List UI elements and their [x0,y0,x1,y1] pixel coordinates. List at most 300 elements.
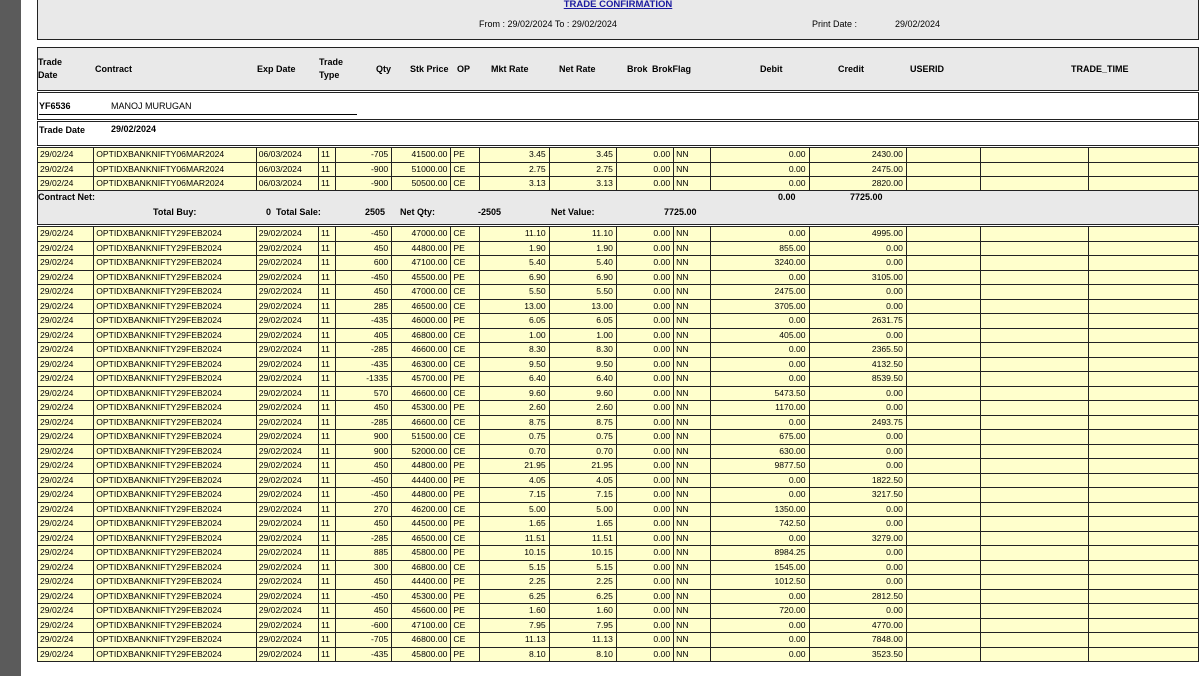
cell-trade-type: 11 [318,517,335,532]
cell-trade-date: 29/02/24 [38,546,94,561]
cell-brok: 0.00 [616,386,673,401]
cell-extra [1088,148,1199,163]
cell-trade-date: 29/02/24 [38,148,94,163]
cell-op: CE [451,162,480,177]
cell-credit: 2631.75 [809,314,906,329]
cell-op: PE [451,517,480,532]
date-range: From : 29/02/2024 To : 29/02/2024 [479,19,617,29]
cell-userid [906,162,980,177]
cell-brokflag: NN [674,241,711,256]
cell-trade-date: 29/02/24 [38,473,94,488]
cell-stk-price: 41500.00 [392,148,451,163]
cell-qty: -285 [335,531,391,546]
cell-trade-type: 11 [318,241,335,256]
cell-credit: 4132.50 [809,357,906,372]
table-row [38,256,1199,271]
cell-brokflag: NN [674,256,711,271]
cell-net-rate: 1.60 [549,604,616,619]
cell-trade-time [981,227,1088,242]
cell-exp-date: 06/03/2024 [256,177,318,192]
cell-trade-date: 29/02/24 [38,285,94,300]
cell-op: PE [451,241,480,256]
cell-credit: 4770.00 [809,618,906,633]
cell-op: PE [451,270,480,285]
cell-brokflag: NN [674,285,711,300]
cell-extra [1088,314,1199,329]
cell-extra [1088,270,1199,285]
cell-trade-date: 29/02/24 [38,575,94,590]
cell-trade-time [981,386,1088,401]
net-qty-label: Net Qty: [400,207,436,217]
cell-net-rate: 11.51 [549,531,616,546]
cell-mkt-rate: 11.51 [480,531,549,546]
cell-trade-time [981,177,1088,192]
cell-mkt-rate: 2.25 [480,575,549,590]
cell-trade-type: 11 [318,343,335,358]
cell-mkt-rate: 7.15 [480,488,549,503]
table-row [38,531,1199,546]
cell-credit: 2820.00 [809,177,906,192]
cell-exp-date: 29/02/2024 [256,531,318,546]
table-row [38,314,1199,329]
cell-exp-date: 29/02/2024 [256,299,318,314]
cell-brok: 0.00 [616,256,673,271]
cell-op: CE [451,285,480,300]
table-row [38,285,1199,300]
cell-extra [1088,473,1199,488]
cell-credit: 3105.00 [809,270,906,285]
cell-credit: 0.00 [809,285,906,300]
cell-trade-date: 29/02/24 [38,604,94,619]
cell-trade-time [981,647,1088,662]
cell-extra [1088,546,1199,561]
cell-brokflag: NN [674,270,711,285]
cell-net-rate: 8.30 [549,343,616,358]
cell-mkt-rate: 5.00 [480,502,549,517]
cell-debit: 0.00 [711,343,809,358]
cell-extra [1088,177,1199,192]
client-name: MANOJ MURUGAN [111,101,192,111]
cell-contract: OPTIDXBANKNIFTY29FEB2024 [94,488,257,503]
col-qty: Qty [376,64,392,74]
cell-brok: 0.00 [616,444,673,459]
cell-qty: 300 [335,560,391,575]
cell-qty: -435 [335,314,391,329]
cell-debit: 3240.00 [711,256,809,271]
net-value-value: 7725.00 [664,207,697,217]
cell-contract: OPTIDXBANKNIFTY29FEB2024 [94,459,257,474]
cell-net-rate: 0.70 [549,444,616,459]
cell-contract: OPTIDXBANKNIFTY29FEB2024 [94,227,257,242]
cell-stk-price: 46800.00 [392,328,451,343]
report-page [21,0,1200,676]
cell-qty: -600 [335,618,391,633]
cell-exp-date: 29/02/2024 [256,444,318,459]
cell-extra [1088,575,1199,590]
cell-userid [906,473,980,488]
cell-contract: OPTIDXBANKNIFTY29FEB2024 [94,372,257,387]
cell-net-rate: 1.90 [549,241,616,256]
cell-exp-date: 29/02/2024 [256,372,318,387]
cell-userid [906,459,980,474]
cell-brokflag: NN [674,531,711,546]
cell-trade-type: 11 [318,546,335,561]
cell-op: CE [451,618,480,633]
cell-trade-time [981,357,1088,372]
cell-trade-type: 11 [318,430,335,445]
cell-extra [1088,517,1199,532]
cell-op: PE [451,575,480,590]
cell-userid [906,241,980,256]
cell-stk-price: 46800.00 [392,633,451,648]
cell-brokflag: NN [674,357,711,372]
cell-brok: 0.00 [616,357,673,372]
cell-qty: 570 [335,386,391,401]
contract-net-label: Contract Net: [38,192,96,202]
cell-op: CE [451,227,480,242]
cell-op: PE [451,589,480,604]
contract-net-credit: 7725.00 [850,192,883,202]
cell-brokflag: NN [674,314,711,329]
col-trade-time: TRADE_TIME [1071,64,1129,74]
cell-net-rate: 2.25 [549,575,616,590]
cell-trade-type: 11 [318,531,335,546]
cell-mkt-rate: 6.25 [480,589,549,604]
cell-trade-time [981,372,1088,387]
col-stk-price: Stk Price [410,64,449,74]
cell-stk-price: 44800.00 [392,241,451,256]
cell-qty: -450 [335,227,391,242]
cell-debit: 0.00 [711,162,809,177]
cell-mkt-rate: 4.05 [480,473,549,488]
cell-trade-type: 11 [318,285,335,300]
cell-op: PE [451,314,480,329]
cell-debit: 0.00 [711,618,809,633]
cell-qty: 450 [335,459,391,474]
cell-credit: 0.00 [809,444,906,459]
cell-trade-date: 29/02/24 [38,241,94,256]
cell-brok: 0.00 [616,488,673,503]
cell-op: PE [451,647,480,662]
cell-net-rate: 5.00 [549,502,616,517]
cell-qty: 270 [335,502,391,517]
cell-trade-time [981,488,1088,503]
left-scroll-gutter [0,0,21,676]
cell-brok: 0.00 [616,328,673,343]
cell-credit: 2812.50 [809,589,906,604]
cell-contract: OPTIDXBANKNIFTY29FEB2024 [94,386,257,401]
cell-trade-time [981,299,1088,314]
cell-net-rate: 13.00 [549,299,616,314]
cell-trade-type: 11 [318,357,335,372]
cell-extra [1088,459,1199,474]
cell-credit: 0.00 [809,256,906,271]
cell-brok: 0.00 [616,372,673,387]
cell-qty: -450 [335,589,391,604]
cell-mkt-rate: 9.60 [480,386,549,401]
cell-extra [1088,618,1199,633]
cell-exp-date: 29/02/2024 [256,430,318,445]
cell-exp-date: 29/02/2024 [256,633,318,648]
cell-brok: 0.00 [616,618,673,633]
cell-trade-type: 11 [318,647,335,662]
table-row [38,415,1199,430]
table-row [38,444,1199,459]
cell-trade-type: 11 [318,633,335,648]
cell-trade-type: 11 [318,618,335,633]
cell-contract: OPTIDXBANKNIFTY29FEB2024 [94,575,257,590]
cell-op: CE [451,531,480,546]
cell-exp-date: 29/02/2024 [256,328,318,343]
cell-userid [906,357,980,372]
cell-trade-date: 29/02/24 [38,459,94,474]
cell-mkt-rate: 1.65 [480,517,549,532]
cell-trade-time [981,314,1088,329]
cell-credit: 7848.00 [809,633,906,648]
cell-net-rate: 3.45 [549,148,616,163]
cell-mkt-rate: 13.00 [480,299,549,314]
cell-net-rate: 9.60 [549,386,616,401]
cell-extra [1088,241,1199,256]
cell-stk-price: 47000.00 [392,227,451,242]
cell-trade-type: 11 [318,328,335,343]
cell-exp-date: 29/02/2024 [256,256,318,271]
cell-userid [906,386,980,401]
cell-debit: 0.00 [711,372,809,387]
cell-extra [1088,372,1199,387]
table-row [38,459,1199,474]
cell-trade-type: 11 [318,589,335,604]
cell-brok: 0.00 [616,148,673,163]
cell-userid [906,256,980,271]
cell-userid [906,604,980,619]
cell-trade-date: 29/02/24 [38,517,94,532]
cell-extra [1088,560,1199,575]
col-trade-date: Trade Date [38,57,63,80]
cell-trade-time [981,270,1088,285]
cell-credit: 2365.50 [809,343,906,358]
cell-trade-type: 11 [318,270,335,285]
cell-trade-type: 11 [318,415,335,430]
cell-trade-time [981,604,1088,619]
cell-debit: 1545.00 [711,560,809,575]
cell-extra [1088,343,1199,358]
cell-mkt-rate: 6.05 [480,314,549,329]
cell-brokflag: NN [674,502,711,517]
cell-stk-price: 45800.00 [392,546,451,561]
cell-qty: 285 [335,299,391,314]
cell-brokflag: NN [674,575,711,590]
cell-net-rate: 5.40 [549,256,616,271]
trades-table-group-2 [37,226,1199,662]
cell-op: CE [451,177,480,192]
cell-brok: 0.00 [616,517,673,532]
cell-op: CE [451,343,480,358]
cell-exp-date: 29/02/2024 [256,546,318,561]
cell-extra [1088,328,1199,343]
table-row [38,633,1199,648]
cell-brok: 0.00 [616,177,673,192]
cell-credit: 0.00 [809,328,906,343]
cell-net-rate: 7.95 [549,618,616,633]
cell-op: CE [451,256,480,271]
cell-userid [906,227,980,242]
cell-brok: 0.00 [616,575,673,590]
cell-op: CE [451,415,480,430]
cell-userid [906,270,980,285]
table-row [38,546,1199,561]
cell-trade-date: 29/02/24 [38,502,94,517]
cell-mkt-rate: 8.30 [480,343,549,358]
cell-trade-time [981,531,1088,546]
client-underline [39,114,357,115]
cell-userid [906,343,980,358]
cell-op: PE [451,604,480,619]
cell-stk-price: 44400.00 [392,575,451,590]
cell-exp-date: 29/02/2024 [256,560,318,575]
cell-debit: 0.00 [711,647,809,662]
cell-mkt-rate: 1.60 [480,604,549,619]
cell-trade-date: 29/02/24 [38,372,94,387]
cell-trade-time [981,162,1088,177]
cell-trade-time [981,285,1088,300]
report-title[interactable]: TRADE CONFIRMATION [563,0,673,10]
cell-net-rate: 6.40 [549,372,616,387]
cell-brokflag: NN [674,162,711,177]
cell-debit: 742.50 [711,517,809,532]
cell-trade-time [981,589,1088,604]
cell-debit: 1012.50 [711,575,809,590]
cell-exp-date: 29/02/2024 [256,415,318,430]
cell-net-rate: 10.15 [549,546,616,561]
cell-debit: 0.00 [711,177,809,192]
cell-trade-type: 11 [318,444,335,459]
cell-brok: 0.00 [616,241,673,256]
cell-stk-price: 46500.00 [392,299,451,314]
cell-credit: 0.00 [809,575,906,590]
cell-trade-time [981,148,1088,163]
cell-stk-price: 46000.00 [392,314,451,329]
cell-net-rate: 9.50 [549,357,616,372]
cell-trade-date: 29/02/24 [38,647,94,662]
col-op: OP [457,64,471,74]
cell-brokflag: NN [674,386,711,401]
cell-op: CE [451,430,480,445]
cell-stk-price: 46300.00 [392,357,451,372]
cell-mkt-rate: 2.60 [480,401,549,416]
cell-qty: -450 [335,270,391,285]
cell-contract: OPTIDXBANKNIFTY29FEB2024 [94,618,257,633]
cell-userid [906,314,980,329]
cell-brok: 0.00 [616,430,673,445]
cell-qty: -1335 [335,372,391,387]
cell-contract: OPTIDXBANKNIFTY29FEB2024 [94,299,257,314]
cell-qty: -450 [335,488,391,503]
cell-extra [1088,401,1199,416]
cell-extra [1088,357,1199,372]
table-row [38,604,1199,619]
table-row [38,148,1199,163]
cell-net-rate: 4.05 [549,473,616,488]
col-contract: Contract [95,64,133,74]
cell-contract: OPTIDXBANKNIFTY29FEB2024 [94,444,257,459]
cell-credit: 0.00 [809,604,906,619]
cell-debit: 2475.00 [711,285,809,300]
cell-exp-date: 29/02/2024 [256,604,318,619]
cell-trade-type: 11 [318,162,335,177]
cell-debit: 720.00 [711,604,809,619]
cell-contract: OPTIDXBANKNIFTY29FEB2024 [94,241,257,256]
col-debit: Debit [760,64,783,74]
client-row [37,92,1199,120]
trades-table-group-1 [37,147,1199,192]
cell-stk-price: 50500.00 [392,177,451,192]
cell-net-rate: 5.50 [549,285,616,300]
cell-stk-price: 52000.00 [392,444,451,459]
cell-brokflag: NN [674,430,711,445]
cell-mkt-rate: 9.50 [480,357,549,372]
cell-contract: OPTIDXBANKNIFTY29FEB2024 [94,343,257,358]
cell-op: CE [451,633,480,648]
cell-trade-time [981,256,1088,271]
cell-contract: OPTIDXBANKNIFTY06MAR2024 [94,162,257,177]
cell-brokflag: NN [674,148,711,163]
cell-brok: 0.00 [616,227,673,242]
cell-mkt-rate: 21.95 [480,459,549,474]
cell-op: CE [451,502,480,517]
cell-qty: -705 [335,148,391,163]
cell-extra [1088,604,1199,619]
cell-stk-price: 51500.00 [392,430,451,445]
cell-extra [1088,647,1199,662]
cell-mkt-rate: 3.13 [480,177,549,192]
cell-qty: 450 [335,575,391,590]
total-buy-label: Total Buy: [153,207,197,217]
cell-userid [906,647,980,662]
cell-mkt-rate: 5.50 [480,285,549,300]
cell-userid [906,415,980,430]
cell-debit: 0.00 [711,488,809,503]
cell-trade-type: 11 [318,314,335,329]
cell-net-rate: 1.00 [549,328,616,343]
cell-userid [906,517,980,532]
cell-mkt-rate: 7.95 [480,618,549,633]
cell-brok: 0.00 [616,162,673,177]
cell-op: CE [451,328,480,343]
cell-debit: 3705.00 [711,299,809,314]
cell-net-rate: 1.65 [549,517,616,532]
cell-trade-date: 29/02/24 [38,357,94,372]
cell-credit: 0.00 [809,502,906,517]
cell-userid [906,502,980,517]
cell-trade-type: 11 [318,148,335,163]
cell-trade-time [981,444,1088,459]
table-row [38,589,1199,604]
col-net-rate: Net Rate [559,64,596,74]
table-row [38,430,1199,445]
cell-qty: 900 [335,430,391,445]
cell-exp-date: 29/02/2024 [256,285,318,300]
cell-qty: -285 [335,415,391,430]
cell-mkt-rate: 11.13 [480,633,549,648]
cell-trade-date: 29/02/24 [38,162,94,177]
cell-contract: OPTIDXBANKNIFTY29FEB2024 [94,647,257,662]
cell-contract: OPTIDXBANKNIFTY29FEB2024 [94,633,257,648]
cell-trade-time [981,459,1088,474]
cell-extra [1088,531,1199,546]
cell-debit: 0.00 [711,270,809,285]
col-exp-date: Exp Date [257,64,296,74]
